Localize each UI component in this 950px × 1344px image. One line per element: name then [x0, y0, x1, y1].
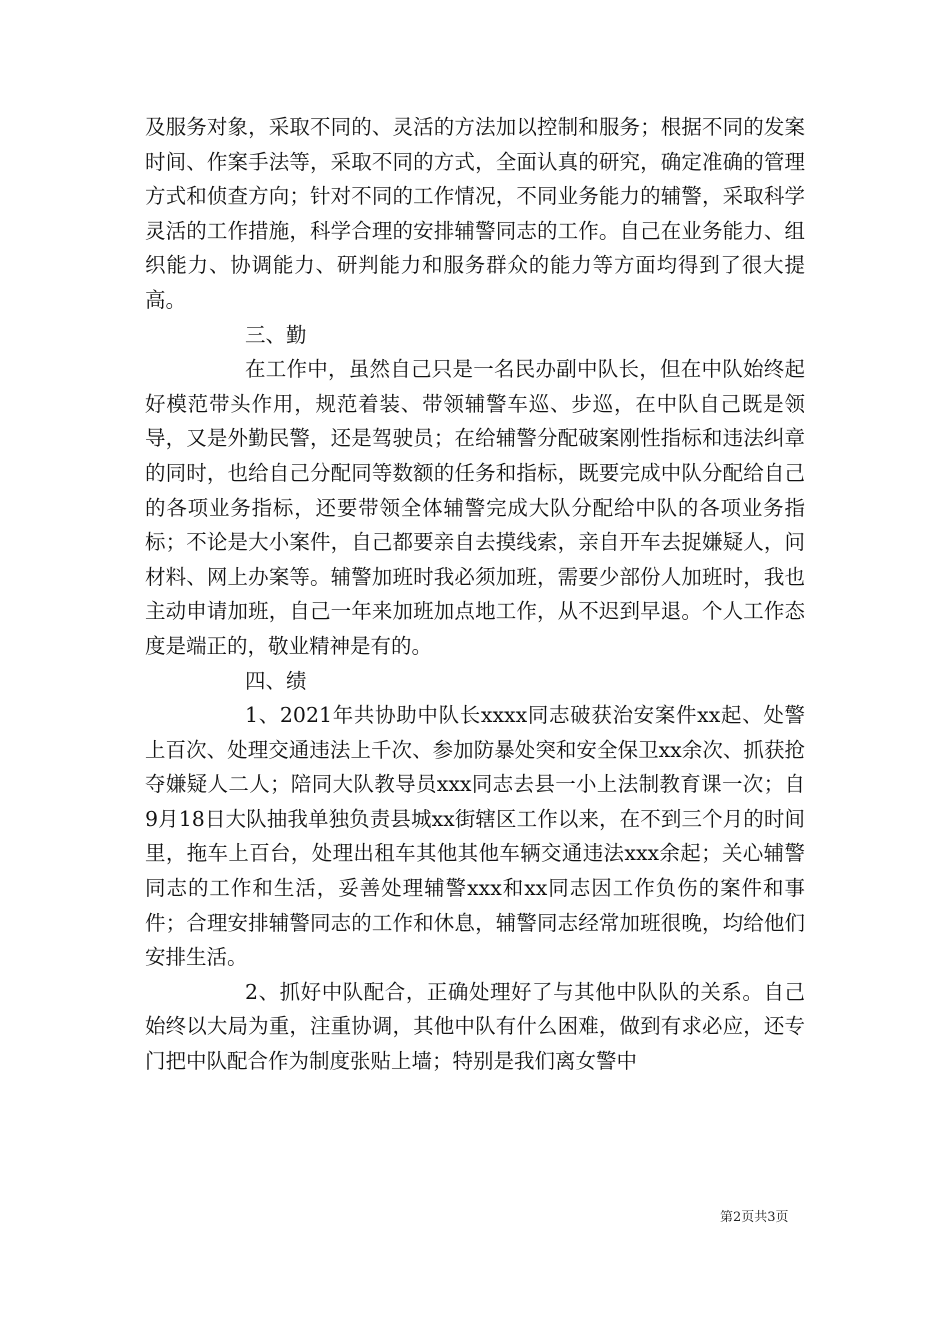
paragraph-achievement-2: 2、抓好中队配合，正确处理好了与其他中队队的关系。自己始终以大局为重，注重协调，其他中队有什么困难，做到有求必应，还专门把中队配合作为制度张贴上墙；特别是我们离女警中 [145, 979, 805, 1074]
page-number-footer: 第2页共3页 [720, 1210, 789, 1225]
section-heading-achievements: 四、绩 [245, 668, 307, 693]
paragraph-diligence: 在工作中，虽然自己只是一名民办副中队长，但在中队始终起好模范带头作用，规范着装、带领辅警车巡、步巡，在中队自己既是领导，又是外勤民警，还是驾驶员；在给辅警分配破案刚性指标和违法纠章的同时，也给自己分配同等数额的任务和指标，既要完成中队分配给自己的各项业务指标，还要带领全体辅警完成大队分配给中队的各项业务指标；不论是大小案件，自己都要亲自去摸线索，亲自开车去捉嫌疑人，问材料、网上办案等。辅警加班时我必须加班，需要少部份人加班时，我也主动申请加班，自己一年来加班加点地工作，从不迟到早退。个人工作态度是端正的，敬业精神是有的。 [145, 357, 805, 658]
paragraph-service-objects: 及服务对象，采取不同的、灵活的方法加以控制和服务；根据不同的发案时间、作案手法等，采取不同的方式，全面认真的研究，确定准确的管理方式和侦查方向；针对不同的工作情况，不同业务能力的辅警，采取科学灵活的工作措施，科学合理的安排辅警同志的工作。自己在业务能力、组织能力、协调能力、研判能力和服务群众的能力等方面均得到了很大提高。 [145, 115, 805, 312]
paragraph-achievement-1: 1、2021年共协助中队长xxxx同志破获治安案件xx起、处警上百次、处理交通违法上千次、参加防暴处突和安全保卫xx余次、抓获抢夺嫌疑人二人；陪同大队教导员xxx同志去县一小上法制教育课一次；自9月18日大队抽我单独负责县城xx街辖区工作以来，在不到三个月的时间里，拖车上百台，处理出租车其他其他车辆交通违法xxx余起；关心辅警同志的工作和生活，妥善处理辅警xxx和xx同志因工作负伤的案件和事件；合理安排辅警同志的工作和休息，辅警同志经常加班很晚，均给他们安排生活。 [145, 703, 805, 970]
section-heading-diligence: 三、勤 [245, 322, 307, 347]
document-body [145, 110, 805, 1079]
